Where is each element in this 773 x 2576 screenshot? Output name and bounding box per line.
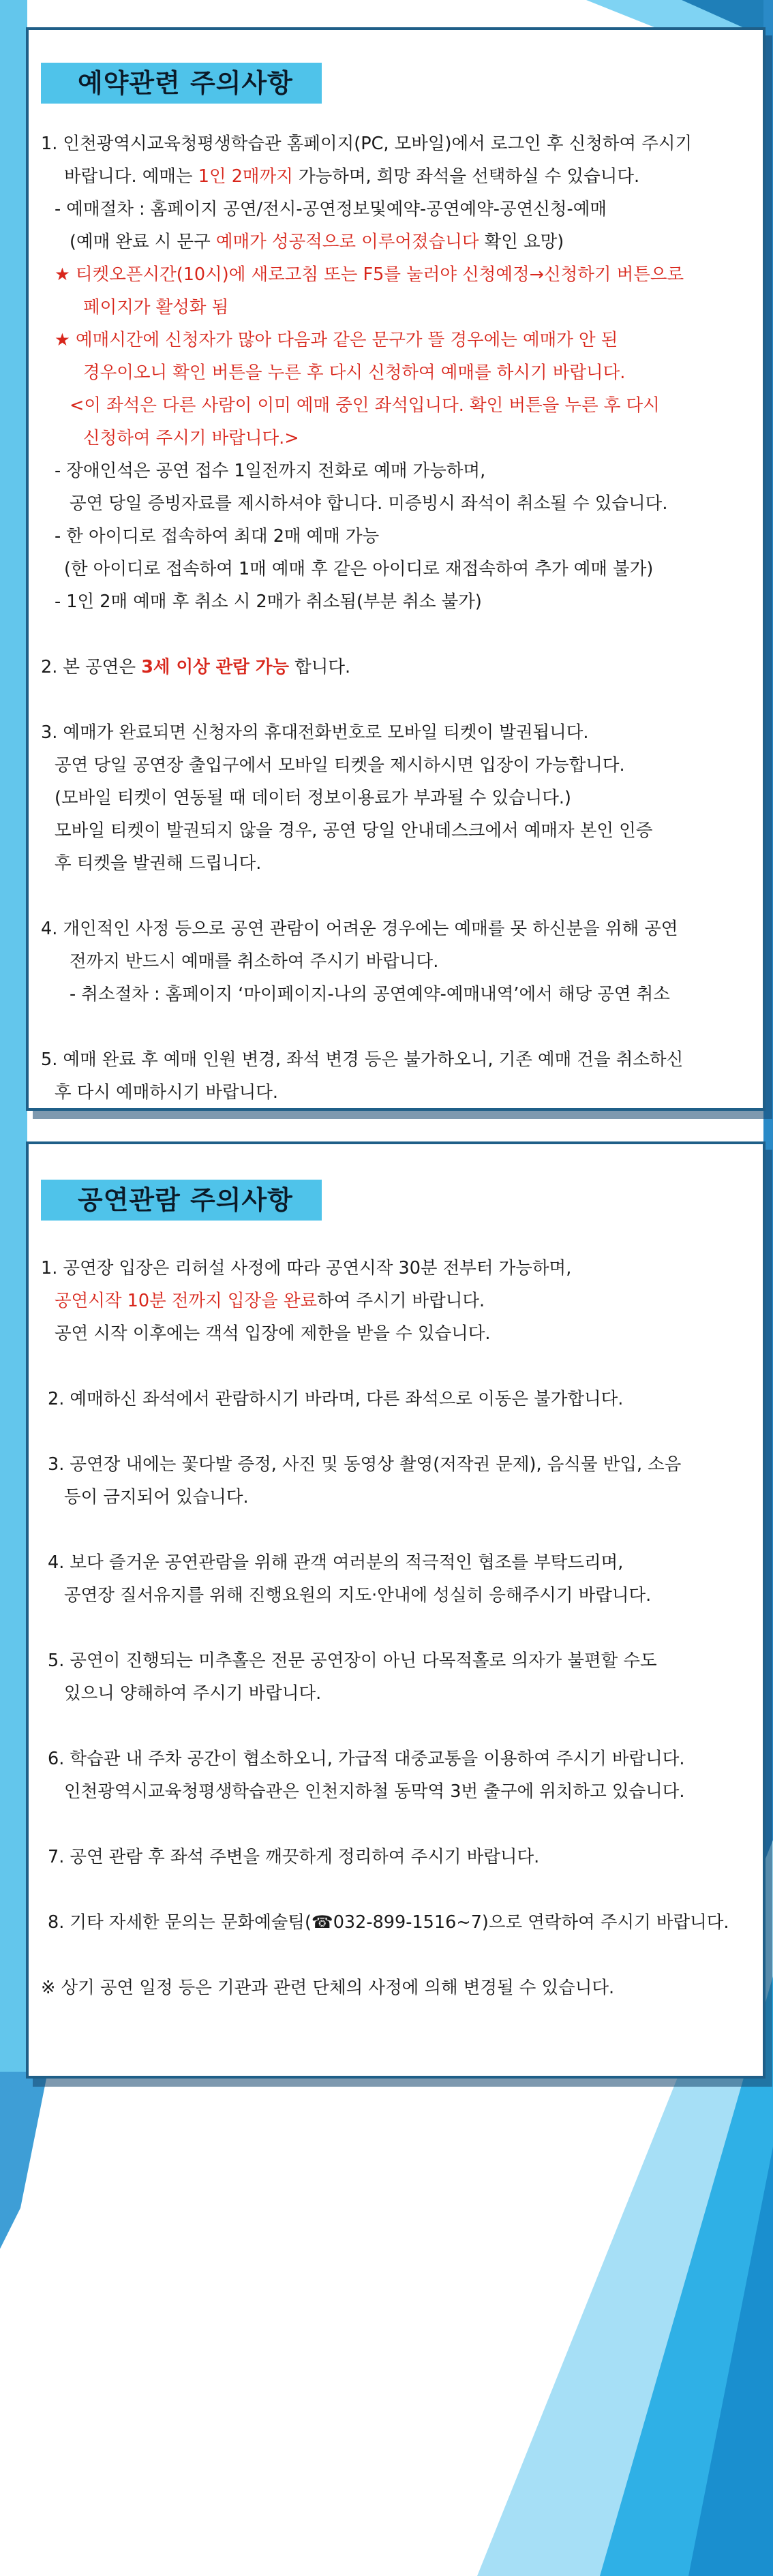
cancellation-line-1: 4. 개인적인 사정 등으로 공연 관람이 어려운 경우에는 예매를 못 하신분을 위해 공연: [41, 919, 678, 939]
mobile-ticket-line-3: (모바일 티켓이 연동될 때 데이터 정보이용료가 부과될 수 있습니다.): [55, 788, 571, 808]
top-left-stripe: [0, 0, 27, 2181]
cooperation-line-1: 4. 보다 즐거운 공연관람을 위해 관객 여러분의 적극적인 협조를 부탁드리며,: [48, 1552, 624, 1573]
max-tickets-line: - 한 아이디로 접속하여 최대 2매 예매 가능: [55, 526, 380, 547]
spacer: [41, 1415, 753, 1448]
spacer: [41, 1873, 753, 1906]
spacer: [41, 618, 753, 651]
text-fragment: 하여 주시기 바랍니다.: [317, 1291, 485, 1311]
spacer: [41, 1011, 753, 1043]
schedule-change-note: ※ 상기 공연 일정 등은 기관과 관련 단체의 사정에 의해 변경될 수 있습니다.: [41, 1978, 615, 1998]
reservation-notice-panel: [26, 27, 766, 1111]
hall-notice-line-2: 있으니 양해하여 주시기 바랍니다.: [64, 1683, 322, 1704]
mobile-ticket-line-5: 후 티켓을 발권해 드립니다.: [55, 853, 262, 874]
booking-procedure-line: - 예매절차 : 홈페이지 공연/전시-공연정보및예약-공연예약-공연신청-예매: [55, 199, 607, 219]
busy-warning-star-line-1: ★ 예매시간에 신청자가 많아 다음과 같은 문구가 뜰 경우에는 예매가 안 된: [55, 330, 618, 350]
text-fragment: 확인 요망): [479, 232, 564, 252]
performance-notice-panel: [26, 1141, 766, 2079]
busy-message-line-2: 신청하여 주시기 바랍니다.>: [83, 428, 299, 448]
parking-line-1: 6. 학습관 내 주차 공간이 협소하오니, 가급적 대중교통을 이용하여 주시기 바랍니다.: [48, 1749, 685, 1769]
spacer: [41, 1710, 753, 1743]
spacer: [41, 1350, 753, 1383]
reservation-item-1-line-2: [41, 160, 753, 193]
cancel-policy-line: - 1인 2매 예매 후 취소 시 2매가 취소됨(부분 취소 불가): [55, 592, 482, 612]
entry-deadline-highlight: 공연시작 10분 전까지 입장을 완료: [55, 1291, 318, 1311]
text-fragment: 바랍니다. 예매는: [64, 166, 198, 187]
mobile-ticket-line-2: 공연 당일 공연장 출입구에서 모바일 티켓을 제시하시면 입장이 가능합니다.: [55, 755, 625, 776]
busy-warning-star-line-2: 경우이오니 확인 버튼을 누른 후 다시 신청하여 예매를 하시기 바랍니다.: [83, 363, 626, 383]
booking-confirm-line: [41, 226, 753, 258]
ticket-open-star-line-2: 페이지가 활성화 됨: [83, 297, 229, 318]
busy-message-line-1: <이 좌석은 다른 사람이 이미 예매 중인 좌석입니다. 확인 버튼을 누른 후 다시: [70, 395, 660, 416]
reservation-notice-title: 예약관련 주의사항: [41, 63, 322, 104]
parking-line-2: 인천광역시교육청평생학습관은 인천지하철 동막역 3번 출구에 위치하고 있습니다.: [64, 1781, 685, 1802]
entry-time-line-3: 공연 시작 이후에는 객석 입장에 제한을 받을 수 있습니다.: [55, 1323, 491, 1344]
change-policy-line-2: 후 다시 예매하시기 바랍니다.: [55, 1082, 279, 1103]
text-fragment: (예매 완료 시 문구: [70, 232, 216, 252]
max-tickets-detail-line: (한 아이디로 접속하여 1매 예매 후 같은 아이디로 재접속하여 추가 예매 불가): [64, 559, 654, 579]
accessible-seat-line-2: 공연 당일 증빙자료를 제시하셔야 합니다. 미증빙시 좌석이 취소될 수 있습니다.: [70, 493, 668, 514]
text-fragment: 합니다.: [289, 657, 351, 677]
reservation-notice-body: [41, 127, 753, 1109]
text-fragment: 2. 본 공연은: [41, 657, 142, 677]
spacer: [41, 1612, 753, 1644]
spacer: [41, 1514, 753, 1546]
reservation-item-1-line-1: 1. 인천광역시교육청평생학습관 홈페이지(PC, 모바일)에서 로그인 후 신청하여 주시기: [41, 134, 693, 154]
contact-line: 8. 기타 자세한 문의는 문화예술팀(☎032-899-1516~7)으로 연락하여 주시기 바랍니다.: [48, 1912, 729, 1933]
accessible-seat-line-1: - 장애인석은 공연 접수 1일전까지 전화로 예매 가능하며,: [55, 461, 486, 481]
mobile-ticket-line-4: 모바일 티켓이 발권되지 않을 경우, 공연 당일 안내데스크에서 예매자 본인 인증: [55, 821, 653, 841]
prohibited-items-line-2: 등이 금지되어 있습니다.: [64, 1487, 249, 1507]
prohibited-items-line-1: 3. 공연장 내에는 꽃다발 증정, 사진 및 동영상 촬영(저작권 문제), 음식물 반입, 소음: [48, 1454, 682, 1475]
mobile-ticket-line-1: 3. 예매가 완료되면 신청자의 휴대전화번호로 모바일 티켓이 발권됩니다.: [41, 722, 589, 743]
ticket-open-star-line-1: ★ 티켓오픈시간(10시)에 새로고침 또는 F5를 눌러야 신청예정→신청하기 버튼으로: [55, 264, 684, 285]
performance-notice-body: [41, 1252, 753, 2004]
ticket-limit-highlight: 1인 2매까지: [198, 166, 293, 187]
age-limit-line: [41, 651, 753, 684]
spacer: [41, 880, 753, 913]
entry-time-line-1: 1. 공연장 입장은 리허설 사정에 따라 공연시작 30분 전부터 가능하며,: [41, 1258, 572, 1278]
change-policy-line-1: 5. 예매 완료 후 예매 인원 변경, 좌석 변경 등은 불가하오니, 기존 예매 건을 취소하신: [41, 1049, 684, 1070]
cleanup-line: 7. 공연 관람 후 좌석 주변을 깨끗하게 정리하여 주시기 바랍니다.: [48, 1847, 540, 1867]
performance-notice-title: 공연관람 주의사항: [41, 1180, 322, 1221]
spacer: [41, 684, 753, 716]
cancellation-line-2: 전까지 반드시 예매를 취소하여 주시기 바랍니다.: [70, 951, 439, 972]
seat-rule-line: 2. 예매하신 좌석에서 관람하시기 바라며, 다른 좌석으로 이동은 불가합니다.: [48, 1389, 624, 1409]
entry-time-line-2: [41, 1285, 753, 1317]
confirm-message-highlight: 예매가 성공적으로 이루어졌습니다: [215, 232, 479, 252]
spacer: [41, 1939, 753, 1972]
cancellation-procedure-line: - 취소절차 : 홈페이지 ‘마이페이지-나의 공연예약-예매내역’에서 해당 공연 취소: [70, 984, 670, 1005]
age-limit-highlight: 3세 이상 관람 가능: [141, 657, 289, 677]
spacer: [41, 1808, 753, 1841]
text-fragment: 가능하며, 희망 좌석을 선택하실 수 있습니다.: [292, 166, 640, 187]
hall-notice-line-1: 5. 공연이 진행되는 미추홀은 전문 공연장이 아닌 다목적홀로 의자가 불편할 수도: [48, 1651, 657, 1671]
cooperation-line-2: 공연장 질서유지를 위해 진행요원의 지도·안내에 성실히 응해주시기 바랍니다.: [64, 1585, 652, 1606]
